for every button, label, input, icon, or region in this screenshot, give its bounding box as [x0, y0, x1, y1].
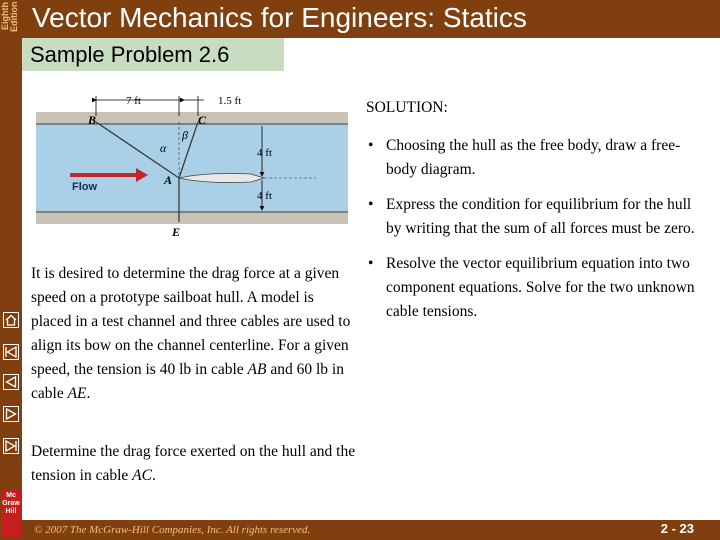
footer-bar [22, 520, 720, 540]
dim-4ft-upper-label: 4 ft [257, 147, 272, 159]
title-bar [22, 0, 720, 38]
solution-step [366, 252, 706, 324]
problem-text-mid: and 60 lb in cable [31, 361, 344, 402]
cable-ae-ref: AE [67, 385, 87, 402]
bullet-mark: • [368, 255, 374, 272]
bullet-mark: • [368, 137, 374, 154]
angle-beta-label: β [182, 128, 188, 142]
solution-heading: SOLUTION: [366, 99, 448, 116]
dim-4ft-lower-label: 4 ft [257, 190, 272, 202]
dim-1-5ft-label: 1.5 ft [218, 95, 242, 107]
dim-7ft-label: 7 ft [126, 95, 141, 107]
point-e-label: E [172, 225, 181, 239]
task-text: Determine the drag force exerted on the hull and the tension in cable [31, 443, 356, 484]
step-text: Choosing the hull as the free body, draw a free-body diagram. [386, 137, 681, 178]
mcgraw-hill-logo: Mc Graw Hill [1, 490, 21, 538]
point-a-label: A [164, 173, 173, 187]
upper-bank [36, 112, 348, 124]
channel-diagram [36, 94, 348, 242]
solution-step [366, 134, 706, 182]
copyright-notice: © 2007 The McGraw-Hill Companies, Inc. All rights reserved. [34, 524, 311, 536]
previous-slide-icon[interactable] [3, 374, 19, 390]
solution-steps [366, 134, 706, 335]
left-sidebar [0, 0, 22, 540]
subtitle-bar [22, 38, 284, 71]
water-channel [36, 124, 348, 212]
next-slide-icon[interactable] [3, 406, 19, 422]
step-text: Resolve the vector equilibrium equation into two component equations. Solve for the two unknown cable tensions. [386, 255, 695, 320]
edition-label: Eighth Edition [0, 2, 19, 33]
cable-ac-ref: AC [132, 467, 152, 484]
point-c-label: C [198, 113, 207, 127]
lower-bank [36, 212, 348, 224]
angle-alpha-label: α [160, 141, 167, 155]
problem-task [31, 440, 361, 488]
solution-step [366, 193, 706, 241]
home-icon[interactable] [3, 312, 19, 328]
problem-statement [31, 262, 353, 406]
first-slide-icon[interactable] [3, 344, 19, 360]
cable-ab-ref: AB [247, 361, 267, 378]
step-text: Express the condition for equilibrium for the hull by writing that the sum of all forces must be zero. [386, 196, 695, 237]
page-title: Vector Mechanics for Engineers: Statics [32, 2, 527, 33]
slide-number: 2 - 23 [660, 521, 694, 536]
task-text-end: . [151, 467, 156, 484]
flow-label: Flow [72, 181, 98, 193]
slide-subtitle: Sample Problem 2.6 [30, 42, 230, 67]
bullet-mark: • [368, 196, 374, 213]
problem-text: It is desired to determine the drag force at a given speed on a prototype sailboat hull. A model is placed in a test channel and three cables are used to align its bow on the channel centerline. For a given speed, the tension is 40 lb in cable [31, 265, 351, 378]
problem-text-end: . [86, 385, 91, 402]
point-b-label: B [88, 113, 97, 127]
last-slide-icon[interactable] [3, 438, 19, 454]
